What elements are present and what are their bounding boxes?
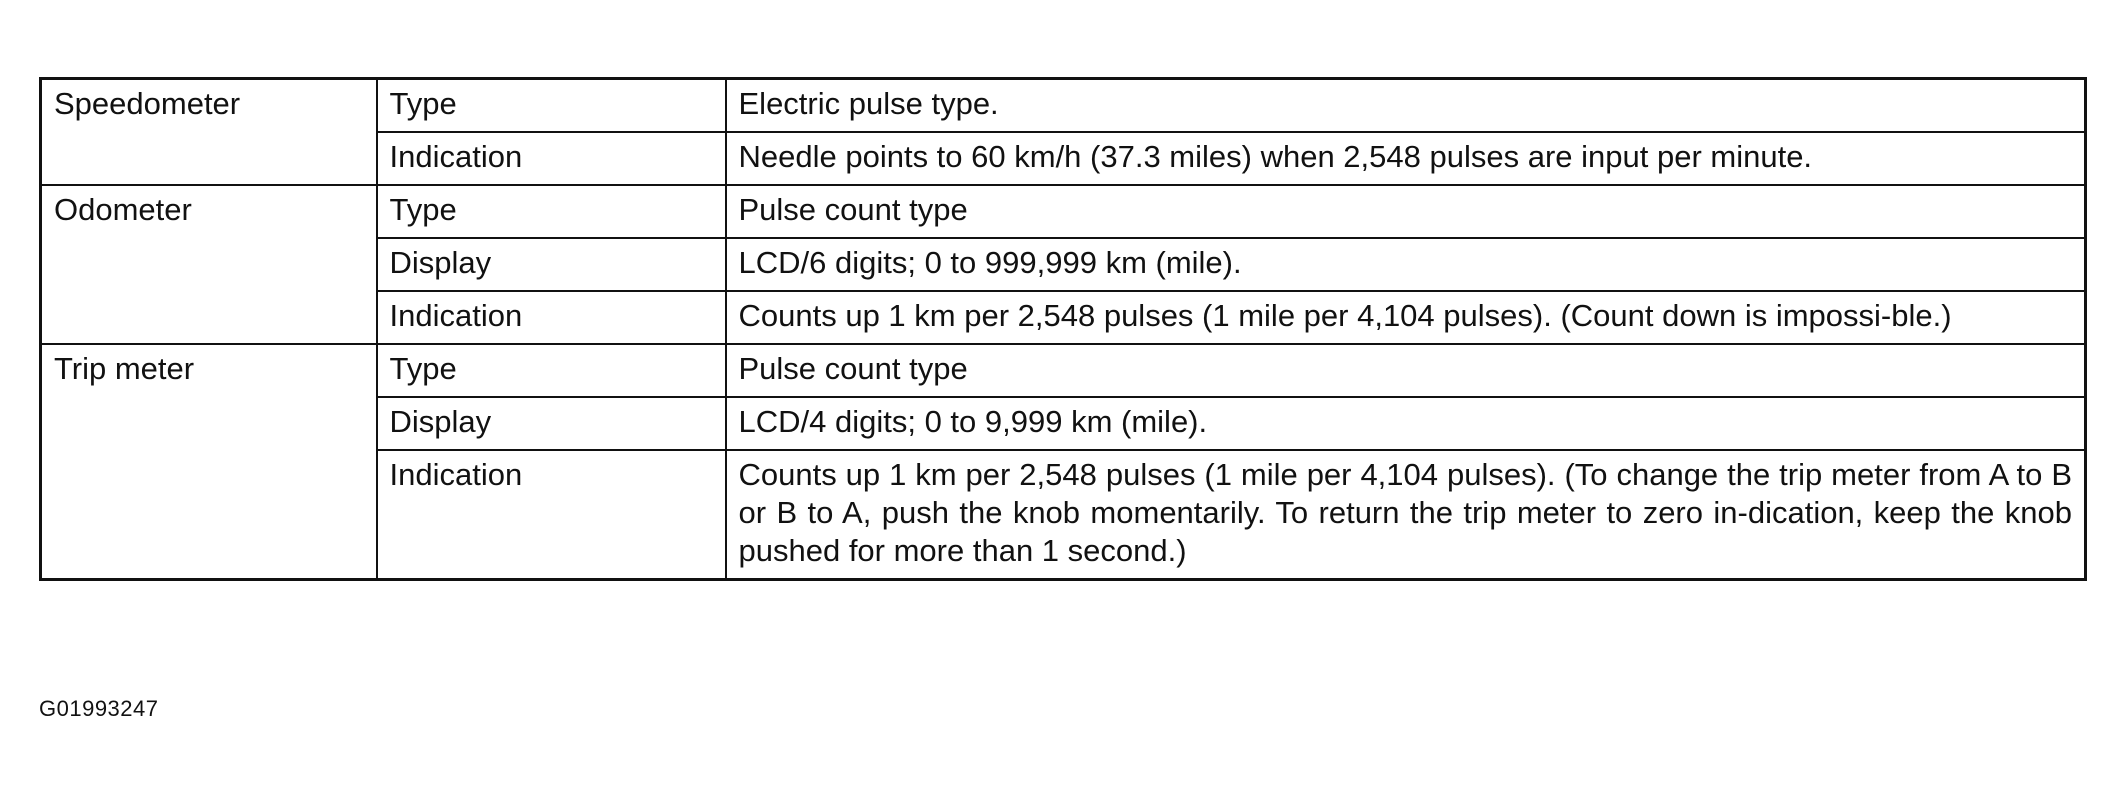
attribute-cell: Type xyxy=(377,79,726,133)
value-cell: Pulse count type xyxy=(726,344,2086,397)
value-cell: LCD/4 digits; 0 to 9,999 km (mile). xyxy=(726,397,2086,450)
value-cell: Electric pulse type. xyxy=(726,79,2086,133)
value-cell: Counts up 1 km per 2,548 pulses (1 mile per 4,104 pulses). (Count down is impossi-ble.) xyxy=(726,291,2086,344)
table-row xyxy=(41,79,2086,133)
attribute-cell: Type xyxy=(377,344,726,397)
attribute-cell: Display xyxy=(377,397,726,450)
attribute-cell: Indication xyxy=(377,291,726,344)
value-cell: Needle points to 60 km/h (37.3 miles) when 2,548 pulses are input per minute. xyxy=(726,132,2086,185)
group-label-speedometer: Speedometer xyxy=(41,79,377,186)
group-label-trip-meter: Trip meter xyxy=(41,344,377,580)
figure-code: G01993247 xyxy=(39,696,159,721)
attribute-cell: Type xyxy=(377,185,726,238)
meter-specifications-table xyxy=(39,77,2087,581)
table-row xyxy=(41,185,2086,238)
attribute-cell: Indication xyxy=(377,132,726,185)
table-row xyxy=(41,344,2086,397)
group-label-odometer: Odometer xyxy=(41,185,377,344)
value-cell: Pulse count type xyxy=(726,185,2086,238)
value-cell: Counts up 1 km per 2,548 pulses (1 mile per 4,104 pulses). (To change the trip meter from A to B or B to A, push the knob momentarily. To return the trip meter to zero in-dication, keep the knob pushed for more than 1 second.) xyxy=(726,450,2086,580)
attribute-cell: Display xyxy=(377,238,726,291)
value-cell: LCD/6 digits; 0 to 999,999 km (mile). xyxy=(726,238,2086,291)
attribute-cell: Indication xyxy=(377,450,726,580)
